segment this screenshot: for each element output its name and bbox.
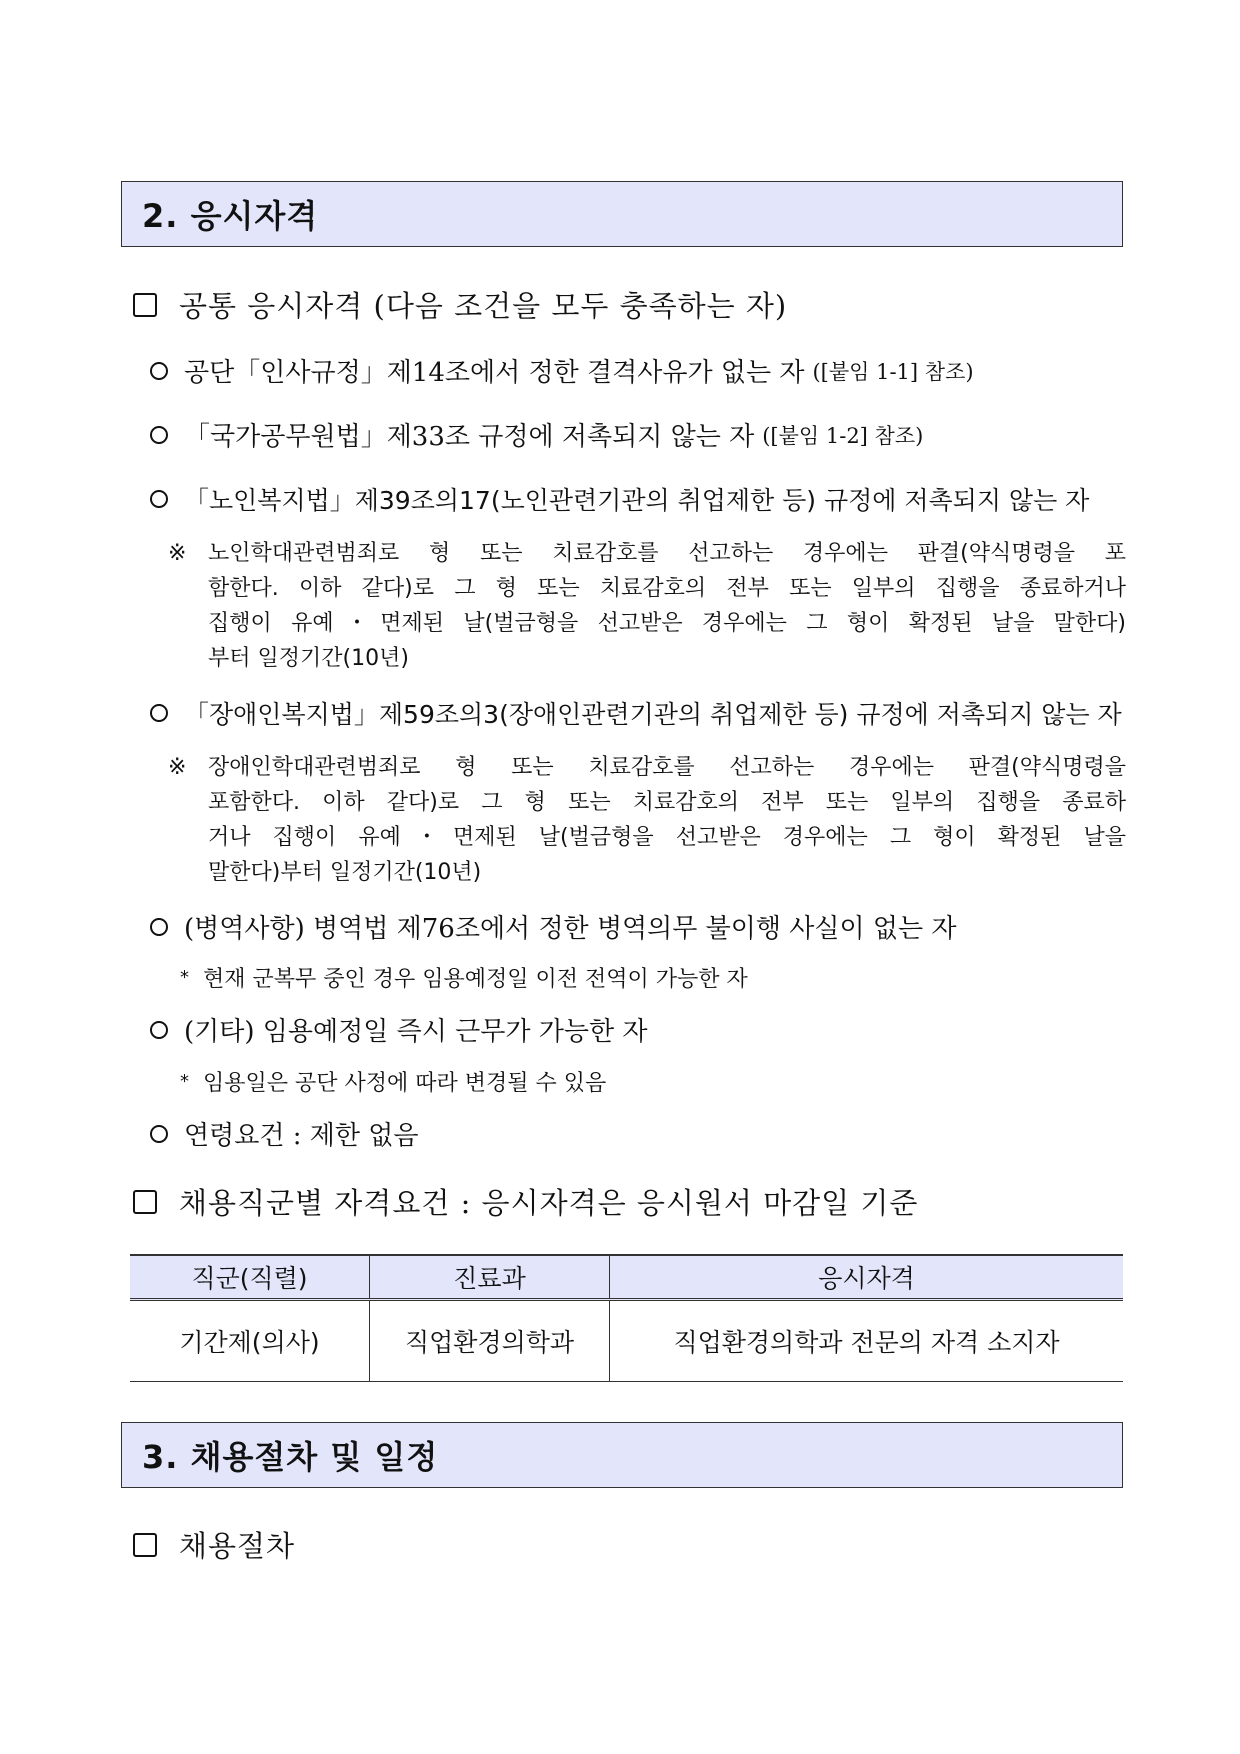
- common-qualification-heading: [133, 284, 787, 325]
- note-line: 거나 집행이 유예・면제된 날(벌금형을 선고받은 경우에는 그 형이 확정된 날을: [208, 825, 1126, 850]
- item-ref: ([붙임 1-1] 참조): [812, 359, 974, 384]
- checkbox-icon: [133, 293, 157, 317]
- item-military-service: [150, 908, 957, 945]
- section-2-header: [121, 181, 1123, 247]
- item-civil-service-law: [150, 416, 923, 453]
- table-cell: 직업환경의학과: [370, 1300, 610, 1382]
- note-disability: [168, 750, 1126, 890]
- note-line: 포함한다. 이하 같다)로 그 형 또는 치료감호의 전부 또는 일부의 집행을 종료하: [208, 790, 1126, 815]
- item-text: 공단「인사규정」제14조에서 정한 결격사유가 없는 자: [184, 358, 805, 388]
- table-header-cell: 응시자격: [610, 1255, 1124, 1300]
- item-text: 「국가공무원법」제33조 규정에 저촉되지 않는 자: [184, 422, 755, 452]
- note-line: 노인학대관련범죄로 형 또는 치료감호를 선고하는 경우에는 판결(약식명령을 포: [208, 541, 1126, 566]
- note-text: 임용일은 공단 사정에 따라 변경될 수 있음: [203, 1071, 607, 1096]
- item-text: (병역사항) 병역법 제76조에서 정한 병역의무 불이행 사실이 없는 자: [184, 914, 957, 944]
- item-disqualification: [150, 352, 974, 389]
- table-row: [130, 1300, 1123, 1382]
- circle-bullet-icon: [150, 490, 168, 508]
- table-cell: 직업환경의학과 전문의 자격 소지자: [610, 1300, 1124, 1382]
- item-other: [150, 1011, 647, 1048]
- circle-bullet-icon: [150, 362, 168, 380]
- item-text: 「노인복지법」제39조의17(노인관련기관의 취업제한 등) 규정에 저촉되지 않는 자: [184, 486, 1090, 515]
- item-text: 「장애인복지법」제59조의3(장애인관련기관의 취업제한 등) 규정에 저촉되지 않는 자: [184, 700, 1122, 729]
- checkbox-icon: [133, 1533, 157, 1557]
- note-line: 말한다)부터 일정기간(10년): [208, 860, 482, 885]
- circle-bullet-icon: [150, 704, 168, 722]
- circle-bullet-icon: [150, 1021, 168, 1039]
- note-appointment: [180, 1066, 606, 1097]
- star-mark: *: [180, 967, 189, 988]
- section-2-title: 2. 응시자격: [142, 197, 319, 235]
- item-text: (기타) 임용예정일 즉시 근무가 가능한 자: [184, 1017, 648, 1047]
- note-military: [180, 962, 748, 993]
- note-line: 장애인학대관련범죄로 형 또는 치료감호를 선고하는 경우에는 판결(약식명령을: [208, 755, 1126, 780]
- checkbox-icon: [133, 1190, 157, 1214]
- procedure-heading-text: 채용절차: [179, 1529, 296, 1563]
- table-header-row: [130, 1255, 1123, 1300]
- item-text: 연령요건 : 제한 없음: [184, 1121, 419, 1151]
- item-ref: ([붙임 1-2] 참조): [762, 423, 924, 448]
- star-mark: *: [180, 1071, 189, 1092]
- circle-bullet-icon: [150, 918, 168, 936]
- job-heading-text: 채용직군별 자격요건 : 응시자격은 응시원서 마감일 기준: [179, 1186, 919, 1220]
- circle-bullet-icon: [150, 426, 168, 444]
- note-line: 집행이 유예・면제된 날(벌금형을 선고받은 경우에는 그 형이 확정된 날을 말한다): [208, 611, 1126, 636]
- note-elderly: [168, 536, 1126, 676]
- note-line: 함한다. 이하 같다)로 그 형 또는 치료감호의 전부 또는 일부의 집행을 종료하거나: [208, 576, 1126, 601]
- note-line: 부터 일정기간(10년): [208, 646, 409, 671]
- section-3-header: [121, 1422, 1123, 1488]
- table-cell: 기간제(의사): [130, 1300, 370, 1382]
- common-heading-text: 공통 응시자격 (다음 조건을 모두 충족하는 자): [179, 289, 788, 323]
- item-disability-welfare-law: [150, 695, 1122, 731]
- procedure-heading: [133, 1524, 295, 1565]
- table-header-cell: 직군(직렬): [130, 1255, 370, 1300]
- circle-bullet-icon: [150, 1125, 168, 1143]
- item-elderly-welfare-law: [150, 481, 1089, 517]
- job-qualification-heading: [133, 1181, 918, 1222]
- note-body: [208, 750, 1126, 890]
- note-text: 현재 군복무 중인 경우 임용예정일 이전 전역이 가능한 자: [203, 967, 748, 992]
- section-3-title: 3. 채용절차 및 일정: [142, 1438, 439, 1476]
- table-header-cell: 진료과: [370, 1255, 610, 1300]
- note-body: [208, 536, 1126, 676]
- note-mark: ※: [168, 541, 187, 566]
- qualification-table: [130, 1254, 1123, 1382]
- note-mark: ※: [168, 755, 187, 780]
- item-age: [150, 1115, 418, 1152]
